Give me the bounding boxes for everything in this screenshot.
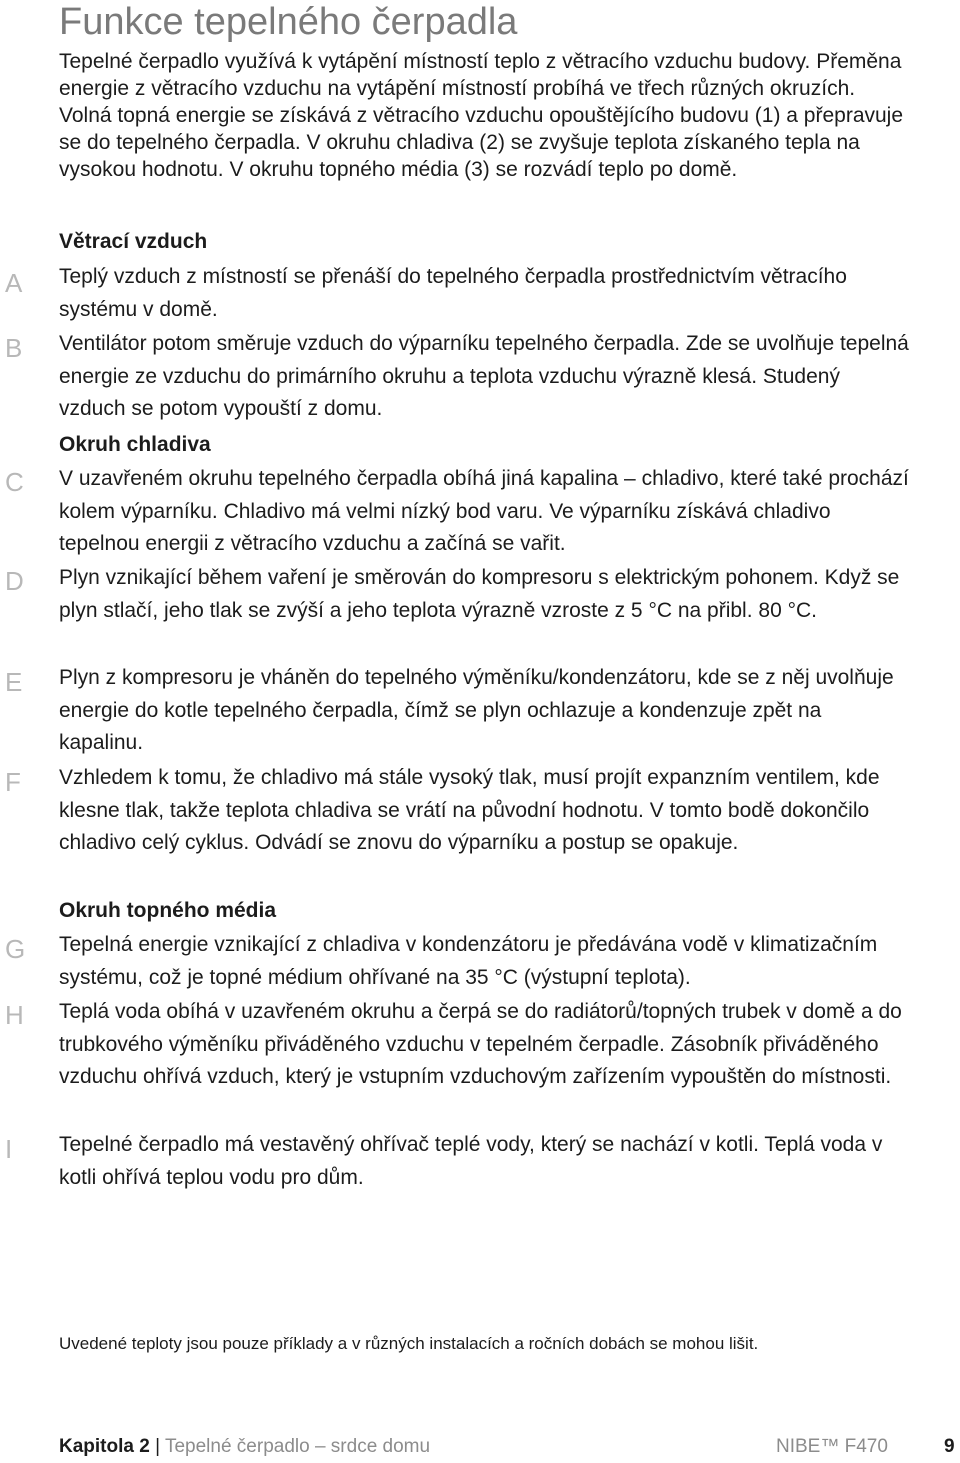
diagram-letter-i: I bbox=[5, 1134, 13, 1164]
diagram-letter-d: D bbox=[5, 566, 24, 596]
paragraph-g: Tepelná energie vznikající z chladiva v kondenzátoru je předávána vodě v klimatizačním systému, což je topné médium ohřívané na 35 °C (výstupní teplota). bbox=[59, 933, 878, 989]
diagram-letter-c: C bbox=[5, 467, 24, 497]
section-heading-refrigerant-circuit: Okruh chladiva bbox=[59, 433, 211, 456]
temperature-note: Uvedené teploty jsou pouze příklady a v různých instalacích a ročních dobách se mohou lišit. bbox=[59, 1334, 759, 1353]
intro-paragraph: Tepelné čerpadlo využívá k vytápění místností teplo z větracího vzduchu budovy. Přeměna energie z větracího vzduchu na vytápění místností probíhá ve třech různých okruzích. Volná topná energie se získává z větracího vzduchu opouštějícího budovu (1) a přepravuje se do tepelného čerpadla. V okruhu chladiva (2) se zvyšuje teplota získaného tepla na vysokou hodnotu. V okruhu topného média (3) se rozvádí teplo po domě. bbox=[59, 50, 904, 181]
section-heading-ventilation-air: Větrací vzduch bbox=[59, 230, 208, 253]
paragraph-b: Ventilátor potom směruje vzduch do výparníku tepelného čerpadla. Zde se uvolňuje tepelná energie ze vzduchu do primárního okruhu a teplota vzduchu výrazně klesá. Studený vzduch se potom vypouští z domu. bbox=[59, 332, 909, 420]
paragraph-f: Vzhledem k tomu, že chladivo má stále vysoký tlak, musí projít expanzním ventilem, kde klesne tlak, takže teplota chladiva se vrátí na původní hodnotu. V tomto bodě dokončilo chladivo celý cyklus. Odvádí se znovu do výparníku a postup se opakuje. bbox=[59, 766, 880, 854]
paragraph-c: V uzavřeném okruhu tepelného čerpadla obíhá jiná kapalina – chladivo, které také prochází kolem výparníku. Chladivo má velmi nízký bod varu. Ve výparníku získává chladivo tepelnou energii z větracího vzduchu a začíná se vařit. bbox=[59, 467, 909, 555]
paragraph-e: Plyn z kompresoru je vháněn do tepelného výměníku/kondenzátoru, kde se z něj uvolňuje energie do kotle tepelného čerpadla, čímž se plyn ochlazuje a kondenzuje zpět na kapalinu. bbox=[59, 666, 894, 754]
page-title: Funkce tepelného čerpadla bbox=[59, 1, 518, 43]
paragraph-d: Plyn vznikající během vaření je směrován do kompresoru s elektrickým pohonem. Když se plyn stlačí, jeho tlak se zvýší a jeho teplota výrazně vzroste z 5 °C na přibl. 80 °C. bbox=[59, 566, 900, 622]
page-number: 9 bbox=[944, 1436, 955, 1457]
footer-product-name: NIBE™ F470 bbox=[776, 1436, 888, 1457]
paragraph-i: Tepelné čerpadlo má vestavěný ohřívač teplé vody, který se nachází v kotli. Teplá voda v kotli ohřívá teplou vodu pro dům. bbox=[59, 1133, 883, 1189]
diagram-letter-f: F bbox=[5, 767, 21, 797]
diagram-letter-h: H bbox=[5, 1000, 24, 1030]
diagram-letter-a: A bbox=[5, 268, 23, 298]
footer-separator: | bbox=[155, 1436, 161, 1457]
paragraph-h: Teplá voda obíhá v uzavřeném okruhu a čerpá se do radiátorů/topných trubek v domě a do trubkového výměníku přiváděného vzduchu v tepelném čerpadle. Zásobník přiváděného vzduchu ohřívá vzduch, který je vstupním vzduchovým zařízením vypouštěn do místnosti. bbox=[59, 1000, 902, 1088]
footer-chapter: Kapitola 2 bbox=[59, 1436, 150, 1457]
section-heading-heating-medium-circuit: Okruh topného média bbox=[59, 899, 277, 922]
diagram-letter-g: G bbox=[5, 934, 26, 964]
diagram-letter-b: B bbox=[5, 333, 23, 363]
footer-subtitle: Tepelné čerpadlo – srdce domu bbox=[164, 1436, 431, 1457]
paragraph-a: Teplý vzduch z místností se přenáší do tepelného čerpadla prostřednictvím větracího systému v domě. bbox=[59, 265, 847, 321]
diagram-letter-e: E bbox=[5, 667, 23, 697]
